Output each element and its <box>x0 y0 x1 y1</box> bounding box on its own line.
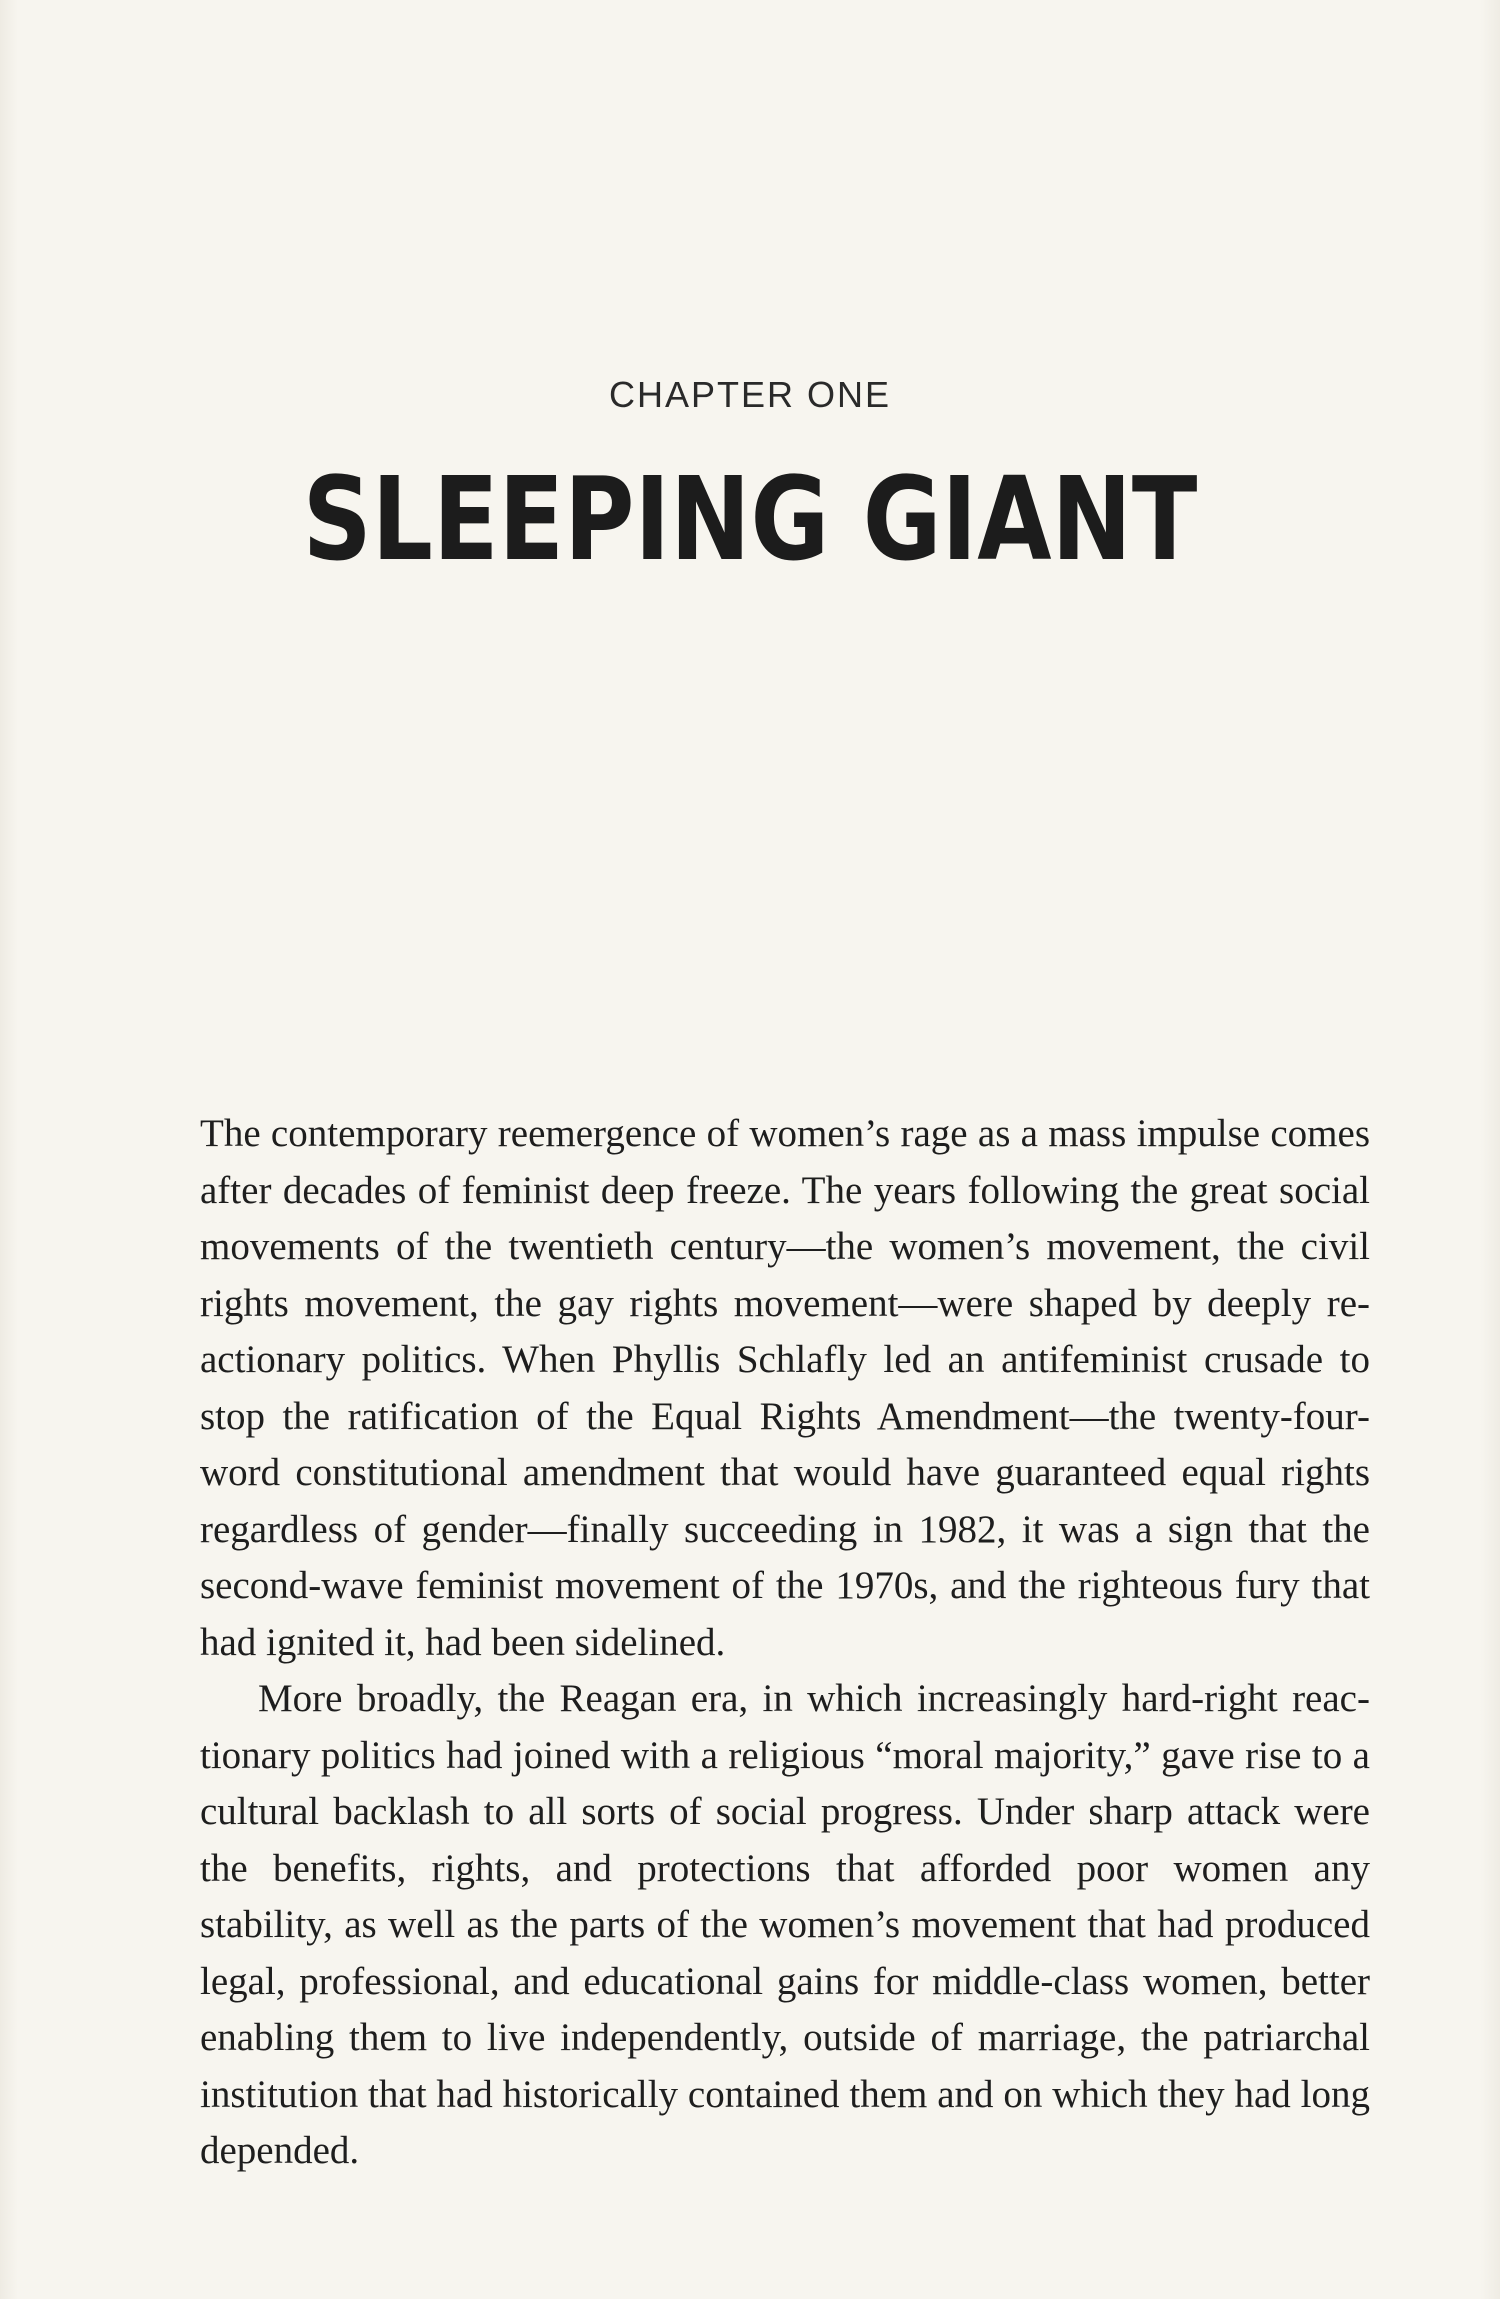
chapter-label: CHAPTER ONE <box>608 374 892 415</box>
body-text <box>200 1106 1370 2180</box>
paragraph-2: More broadly, the Reagan era, in which increasingly hard-right reactionary politics had joined with a religious “moral majority,” gave rise to a cultural backlash to all sorts of social progress. Under sharp attack were the benefits, rights, and protections that afforded poor women any stability, as well as the parts of the women’s movement that had produced legal, professional, and educational gains for middle-class women, better enabling them to live independently, outside of marriage, the patriarchal institution that had historically contained them and on which they had long depended. <box>200 1677 1370 2172</box>
chapter-title: SLEEPING GIANT <box>302 452 1198 587</box>
paragraph-1: The contemporary reemergence of women’s rage as a mass impulse comes after decades of feminist deep freeze. The years following the great social movements of the twentieth century—the women’s movement, the civil rights movement, the gay rights movement—were shaped by deeply reactionary politics. When Phyllis Schlafly led an antifeminist crusade to stop the ratification of the Equal Rights Amendment—the twenty-four-word constitutional amendment that would have guaranteed equal rights regardless of gender—finally succeeding in 1982, it was a sign that the second-wave feminist movement of the 1970s, and the righteous fury that had ignited it, had been sidelined. <box>200 1112 1370 1664</box>
